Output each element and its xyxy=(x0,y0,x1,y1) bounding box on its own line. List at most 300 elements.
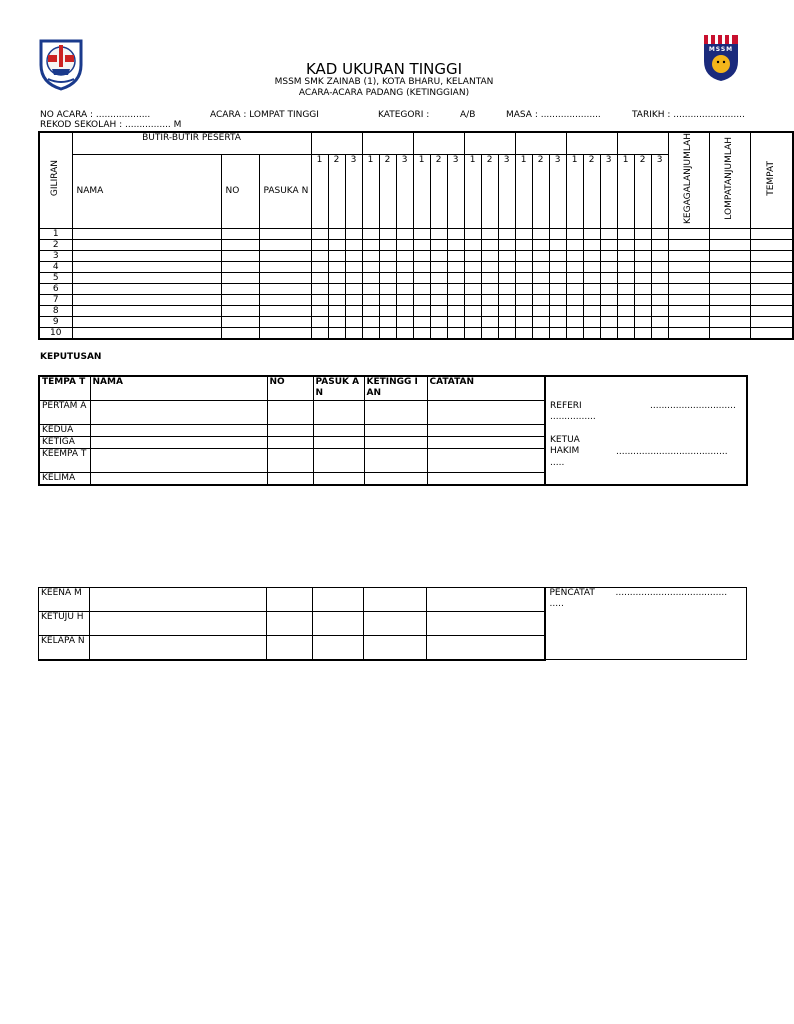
entry-cell[interactable] xyxy=(430,283,447,294)
entry-cell[interactable] xyxy=(583,305,600,316)
entry-cell[interactable] xyxy=(549,272,566,283)
result-entry-cell[interactable] xyxy=(313,448,364,472)
entry-cell[interactable] xyxy=(750,327,793,339)
entry-cell[interactable] xyxy=(379,327,396,339)
entry-cell[interactable] xyxy=(464,261,481,272)
entry-cell[interactable] xyxy=(634,250,651,261)
result-entry-cell[interactable] xyxy=(90,400,267,424)
entry-cell[interactable] xyxy=(447,294,464,305)
entry-cell[interactable] xyxy=(72,294,221,305)
entry-cell[interactable] xyxy=(362,305,379,316)
entry-cell[interactable] xyxy=(750,305,793,316)
entry-cell[interactable] xyxy=(583,261,600,272)
entry-cell[interactable] xyxy=(413,327,430,339)
entry-cell[interactable] xyxy=(634,261,651,272)
entry-cell[interactable] xyxy=(617,272,634,283)
entry-cell[interactable] xyxy=(413,283,430,294)
entry-cell[interactable] xyxy=(481,316,498,327)
entry-cell[interactable] xyxy=(549,250,566,261)
entry-cell[interactable] xyxy=(600,283,617,294)
entry-cell[interactable] xyxy=(72,261,221,272)
result-entry-cell[interactable] xyxy=(267,472,313,485)
entry-cell[interactable] xyxy=(515,316,532,327)
entry-cell[interactable] xyxy=(634,283,651,294)
entry-cell[interactable] xyxy=(345,327,362,339)
entry-cell[interactable] xyxy=(464,272,481,283)
entry-cell[interactable] xyxy=(600,261,617,272)
entry-cell[interactable] xyxy=(709,305,750,316)
result-entry-cell[interactable] xyxy=(313,636,364,660)
result-entry-cell[interactable] xyxy=(267,400,313,424)
result-entry-cell[interactable] xyxy=(427,448,545,472)
entry-cell[interactable] xyxy=(259,261,311,272)
entry-cell[interactable] xyxy=(311,250,328,261)
entry-cell[interactable] xyxy=(221,239,259,250)
result-entry-cell[interactable] xyxy=(364,424,427,436)
entry-cell[interactable] xyxy=(379,316,396,327)
entry-cell[interactable] xyxy=(617,239,634,250)
result-entry-cell[interactable] xyxy=(427,472,545,485)
entry-cell[interactable] xyxy=(651,261,668,272)
entry-cell[interactable] xyxy=(311,239,328,250)
entry-cell[interactable] xyxy=(600,305,617,316)
result-entry-cell[interactable] xyxy=(364,472,427,485)
entry-cell[interactable] xyxy=(221,272,259,283)
entry-cell[interactable] xyxy=(328,305,345,316)
entry-cell[interactable] xyxy=(532,283,549,294)
entry-cell[interactable] xyxy=(328,316,345,327)
entry-cell[interactable] xyxy=(498,250,515,261)
result-entry-cell[interactable] xyxy=(427,400,545,424)
entry-cell[interactable] xyxy=(447,239,464,250)
entry-cell[interactable] xyxy=(566,261,583,272)
entry-cell[interactable] xyxy=(566,316,583,327)
result-entry-cell[interactable] xyxy=(427,636,545,660)
entry-cell[interactable] xyxy=(328,272,345,283)
entry-cell[interactable] xyxy=(600,272,617,283)
entry-cell[interactable] xyxy=(498,327,515,339)
entry-cell[interactable] xyxy=(651,228,668,239)
entry-cell[interactable] xyxy=(221,305,259,316)
entry-cell[interactable] xyxy=(379,305,396,316)
entry-cell[interactable] xyxy=(396,261,413,272)
entry-cell[interactable] xyxy=(345,239,362,250)
entry-cell[interactable] xyxy=(668,327,709,339)
entry-cell[interactable] xyxy=(709,239,750,250)
entry-cell[interactable] xyxy=(72,239,221,250)
entry-cell[interactable] xyxy=(396,294,413,305)
entry-cell[interactable] xyxy=(583,316,600,327)
entry-cell[interactable] xyxy=(651,283,668,294)
entry-cell[interactable] xyxy=(750,272,793,283)
entry-cell[interactable] xyxy=(430,316,447,327)
entry-cell[interactable] xyxy=(583,272,600,283)
entry-cell[interactable] xyxy=(72,228,221,239)
entry-cell[interactable] xyxy=(651,250,668,261)
entry-cell[interactable] xyxy=(566,228,583,239)
entry-cell[interactable] xyxy=(345,294,362,305)
entry-cell[interactable] xyxy=(668,250,709,261)
entry-cell[interactable] xyxy=(481,294,498,305)
entry-cell[interactable] xyxy=(379,239,396,250)
entry-cell[interactable] xyxy=(464,250,481,261)
entry-cell[interactable] xyxy=(379,228,396,239)
entry-cell[interactable] xyxy=(651,239,668,250)
entry-cell[interactable] xyxy=(362,294,379,305)
entry-cell[interactable] xyxy=(651,305,668,316)
entry-cell[interactable] xyxy=(498,294,515,305)
entry-cell[interactable] xyxy=(566,283,583,294)
entry-cell[interactable] xyxy=(600,327,617,339)
entry-cell[interactable] xyxy=(396,272,413,283)
entry-cell[interactable] xyxy=(583,327,600,339)
entry-cell[interactable] xyxy=(668,272,709,283)
entry-cell[interactable] xyxy=(600,239,617,250)
entry-cell[interactable] xyxy=(498,305,515,316)
result-entry-cell[interactable] xyxy=(90,612,267,636)
entry-cell[interactable] xyxy=(617,228,634,239)
entry-cell[interactable] xyxy=(634,305,651,316)
entry-cell[interactable] xyxy=(447,305,464,316)
entry-cell[interactable] xyxy=(515,327,532,339)
entry-cell[interactable] xyxy=(634,316,651,327)
result-entry-cell[interactable] xyxy=(313,472,364,485)
entry-cell[interactable] xyxy=(447,261,464,272)
entry-cell[interactable] xyxy=(617,305,634,316)
entry-cell[interactable] xyxy=(668,305,709,316)
entry-cell[interactable] xyxy=(413,261,430,272)
entry-cell[interactable] xyxy=(379,250,396,261)
entry-cell[interactable] xyxy=(549,239,566,250)
entry-cell[interactable] xyxy=(651,272,668,283)
result-entry-cell[interactable] xyxy=(427,424,545,436)
result-entry-cell[interactable] xyxy=(364,588,427,612)
entry-cell[interactable] xyxy=(345,228,362,239)
entry-cell[interactable] xyxy=(515,239,532,250)
kategori-field[interactable]: KATEGORI : xyxy=(378,110,430,120)
entry-cell[interactable] xyxy=(259,250,311,261)
result-entry-cell[interactable] xyxy=(267,448,313,472)
pencatat-line[interactable]: ....................................... xyxy=(615,588,728,598)
entry-cell[interactable] xyxy=(259,272,311,283)
entry-cell[interactable] xyxy=(750,228,793,239)
entry-cell[interactable] xyxy=(750,239,793,250)
entry-cell[interactable] xyxy=(430,305,447,316)
entry-cell[interactable] xyxy=(362,327,379,339)
entry-cell[interactable] xyxy=(379,272,396,283)
entry-cell[interactable] xyxy=(464,228,481,239)
entry-cell[interactable] xyxy=(583,250,600,261)
entry-cell[interactable] xyxy=(221,294,259,305)
entry-cell[interactable] xyxy=(583,228,600,239)
entry-cell[interactable] xyxy=(515,294,532,305)
entry-cell[interactable] xyxy=(413,272,430,283)
result-entry-cell[interactable] xyxy=(90,436,267,448)
result-entry-cell[interactable] xyxy=(364,400,427,424)
entry-cell[interactable] xyxy=(750,316,793,327)
result-entry-cell[interactable] xyxy=(267,436,313,448)
result-entry-cell[interactable] xyxy=(90,448,267,472)
entry-cell[interactable] xyxy=(583,239,600,250)
entry-cell[interactable] xyxy=(515,250,532,261)
entry-cell[interactable] xyxy=(668,239,709,250)
entry-cell[interactable] xyxy=(532,327,549,339)
entry-cell[interactable] xyxy=(311,272,328,283)
entry-cell[interactable] xyxy=(430,294,447,305)
entry-cell[interactable] xyxy=(583,283,600,294)
entry-cell[interactable] xyxy=(413,239,430,250)
entry-cell[interactable] xyxy=(617,250,634,261)
entry-cell[interactable] xyxy=(709,272,750,283)
entry-cell[interactable] xyxy=(430,228,447,239)
entry-cell[interactable] xyxy=(345,261,362,272)
pencatat-line-2[interactable]: ..... xyxy=(549,599,564,609)
result-entry-cell[interactable] xyxy=(267,612,313,636)
entry-cell[interactable] xyxy=(259,327,311,339)
entry-cell[interactable] xyxy=(430,272,447,283)
entry-cell[interactable] xyxy=(481,283,498,294)
entry-cell[interactable] xyxy=(413,294,430,305)
entry-cell[interactable] xyxy=(447,272,464,283)
entry-cell[interactable] xyxy=(668,228,709,239)
entry-cell[interactable] xyxy=(413,305,430,316)
entry-cell[interactable] xyxy=(413,316,430,327)
no-acara-field[interactable]: NO ACARA : ................... xyxy=(40,110,151,120)
entry-cell[interactable] xyxy=(464,283,481,294)
ketua-hakim-line[interactable]: ....................................... xyxy=(616,447,728,457)
entry-cell[interactable] xyxy=(396,316,413,327)
result-entry-cell[interactable] xyxy=(364,612,427,636)
entry-cell[interactable] xyxy=(259,228,311,239)
result-entry-cell[interactable] xyxy=(90,472,267,485)
entry-cell[interactable] xyxy=(72,272,221,283)
entry-cell[interactable] xyxy=(600,250,617,261)
entry-cell[interactable] xyxy=(750,261,793,272)
entry-cell[interactable] xyxy=(481,228,498,239)
entry-cell[interactable] xyxy=(328,261,345,272)
entry-cell[interactable] xyxy=(709,228,750,239)
entry-cell[interactable] xyxy=(311,305,328,316)
entry-cell[interactable] xyxy=(464,294,481,305)
entry-cell[interactable] xyxy=(221,327,259,339)
entry-cell[interactable] xyxy=(328,294,345,305)
entry-cell[interactable] xyxy=(311,228,328,239)
entry-cell[interactable] xyxy=(600,316,617,327)
entry-cell[interactable] xyxy=(709,294,750,305)
entry-cell[interactable] xyxy=(259,239,311,250)
entry-cell[interactable] xyxy=(668,261,709,272)
entry-cell[interactable] xyxy=(566,272,583,283)
entry-cell[interactable] xyxy=(600,294,617,305)
masa-field[interactable]: MASA : ..................... xyxy=(506,110,601,120)
entry-cell[interactable] xyxy=(221,316,259,327)
entry-cell[interactable] xyxy=(549,327,566,339)
rekod-sekolah-field[interactable]: REKOD SEKOLAH : ................ M xyxy=(40,120,182,130)
entry-cell[interactable] xyxy=(532,294,549,305)
entry-cell[interactable] xyxy=(532,228,549,239)
entry-cell[interactable] xyxy=(362,261,379,272)
entry-cell[interactable] xyxy=(750,250,793,261)
result-entry-cell[interactable] xyxy=(90,636,267,660)
entry-cell[interactable] xyxy=(328,327,345,339)
entry-cell[interactable] xyxy=(566,250,583,261)
entry-cell[interactable] xyxy=(221,228,259,239)
entry-cell[interactable] xyxy=(515,261,532,272)
entry-cell[interactable] xyxy=(549,294,566,305)
entry-cell[interactable] xyxy=(532,239,549,250)
entry-cell[interactable] xyxy=(617,294,634,305)
entry-cell[interactable] xyxy=(396,283,413,294)
entry-cell[interactable] xyxy=(447,228,464,239)
entry-cell[interactable] xyxy=(447,283,464,294)
entry-cell[interactable] xyxy=(72,327,221,339)
result-entry-cell[interactable] xyxy=(313,588,364,612)
entry-cell[interactable] xyxy=(413,228,430,239)
entry-cell[interactable] xyxy=(532,272,549,283)
entry-cell[interactable] xyxy=(566,239,583,250)
entry-cell[interactable] xyxy=(549,283,566,294)
entry-cell[interactable] xyxy=(600,228,617,239)
entry-cell[interactable] xyxy=(532,250,549,261)
entry-cell[interactable] xyxy=(481,261,498,272)
entry-cell[interactable] xyxy=(328,250,345,261)
entry-cell[interactable] xyxy=(634,294,651,305)
entry-cell[interactable] xyxy=(447,316,464,327)
entry-cell[interactable] xyxy=(668,316,709,327)
result-entry-cell[interactable] xyxy=(90,588,267,612)
entry-cell[interactable] xyxy=(362,250,379,261)
entry-cell[interactable] xyxy=(362,316,379,327)
entry-cell[interactable] xyxy=(464,239,481,250)
entry-cell[interactable] xyxy=(447,327,464,339)
entry-cell[interactable] xyxy=(72,250,221,261)
result-entry-cell[interactable] xyxy=(427,588,545,612)
entry-cell[interactable] xyxy=(668,294,709,305)
entry-cell[interactable] xyxy=(481,239,498,250)
entry-cell[interactable] xyxy=(651,316,668,327)
entry-cell[interactable] xyxy=(259,283,311,294)
entry-cell[interactable] xyxy=(532,305,549,316)
entry-cell[interactable] xyxy=(345,250,362,261)
entry-cell[interactable] xyxy=(617,283,634,294)
ketua-hakim-line-2[interactable]: ..... xyxy=(550,458,565,468)
result-entry-cell[interactable] xyxy=(313,424,364,436)
entry-cell[interactable] xyxy=(345,283,362,294)
entry-cell[interactable] xyxy=(549,316,566,327)
entry-cell[interactable] xyxy=(498,228,515,239)
result-entry-cell[interactable] xyxy=(267,588,313,612)
result-entry-cell[interactable] xyxy=(364,448,427,472)
result-entry-cell[interactable] xyxy=(267,636,313,660)
entry-cell[interactable] xyxy=(221,283,259,294)
entry-cell[interactable] xyxy=(311,261,328,272)
entry-cell[interactable] xyxy=(515,283,532,294)
entry-cell[interactable] xyxy=(345,316,362,327)
referi-line[interactable]: .............................. xyxy=(650,401,736,411)
entry-cell[interactable] xyxy=(481,305,498,316)
entry-cell[interactable] xyxy=(430,327,447,339)
entry-cell[interactable] xyxy=(583,294,600,305)
entry-cell[interactable] xyxy=(566,294,583,305)
entry-cell[interactable] xyxy=(481,272,498,283)
entry-cell[interactable] xyxy=(709,250,750,261)
result-entry-cell[interactable] xyxy=(313,612,364,636)
entry-cell[interactable] xyxy=(750,294,793,305)
entry-cell[interactable] xyxy=(311,327,328,339)
entry-cell[interactable] xyxy=(362,239,379,250)
entry-cell[interactable] xyxy=(668,283,709,294)
entry-cell[interactable] xyxy=(709,327,750,339)
entry-cell[interactable] xyxy=(396,327,413,339)
entry-cell[interactable] xyxy=(709,261,750,272)
entry-cell[interactable] xyxy=(549,305,566,316)
entry-cell[interactable] xyxy=(634,228,651,239)
entry-cell[interactable] xyxy=(259,294,311,305)
entry-cell[interactable] xyxy=(617,316,634,327)
entry-cell[interactable] xyxy=(430,250,447,261)
entry-cell[interactable] xyxy=(328,283,345,294)
entry-cell[interactable] xyxy=(750,283,793,294)
entry-cell[interactable] xyxy=(72,283,221,294)
result-entry-cell[interactable] xyxy=(90,424,267,436)
entry-cell[interactable] xyxy=(396,228,413,239)
entry-cell[interactable] xyxy=(447,250,464,261)
entry-cell[interactable] xyxy=(498,239,515,250)
entry-cell[interactable] xyxy=(515,305,532,316)
entry-cell[interactable] xyxy=(72,305,221,316)
tarikh-field[interactable]: TARIKH : ......................... xyxy=(632,110,745,120)
entry-cell[interactable] xyxy=(345,272,362,283)
entry-cell[interactable] xyxy=(549,261,566,272)
entry-cell[interactable] xyxy=(362,283,379,294)
entry-cell[interactable] xyxy=(311,294,328,305)
entry-cell[interactable] xyxy=(651,294,668,305)
entry-cell[interactable] xyxy=(221,250,259,261)
entry-cell[interactable] xyxy=(515,228,532,239)
entry-cell[interactable] xyxy=(259,305,311,316)
entry-cell[interactable] xyxy=(328,239,345,250)
entry-cell[interactable] xyxy=(498,316,515,327)
result-entry-cell[interactable] xyxy=(313,400,364,424)
entry-cell[interactable] xyxy=(430,239,447,250)
entry-cell[interactable] xyxy=(709,283,750,294)
entry-cell[interactable] xyxy=(532,316,549,327)
entry-cell[interactable] xyxy=(396,239,413,250)
entry-cell[interactable] xyxy=(617,327,634,339)
entry-cell[interactable] xyxy=(634,272,651,283)
entry-cell[interactable] xyxy=(498,261,515,272)
entry-cell[interactable] xyxy=(379,294,396,305)
entry-cell[interactable] xyxy=(651,327,668,339)
result-entry-cell[interactable] xyxy=(313,436,364,448)
entry-cell[interactable] xyxy=(481,250,498,261)
entry-cell[interactable] xyxy=(634,239,651,250)
entry-cell[interactable] xyxy=(498,272,515,283)
entry-cell[interactable] xyxy=(379,283,396,294)
referi-line-2[interactable]: ................ xyxy=(550,412,596,422)
entry-cell[interactable] xyxy=(566,327,583,339)
entry-cell[interactable] xyxy=(311,283,328,294)
entry-cell[interactable] xyxy=(396,250,413,261)
entry-cell[interactable] xyxy=(259,316,311,327)
entry-cell[interactable] xyxy=(379,261,396,272)
result-entry-cell[interactable] xyxy=(427,612,545,636)
entry-cell[interactable] xyxy=(515,272,532,283)
entry-cell[interactable] xyxy=(430,261,447,272)
entry-cell[interactable] xyxy=(532,261,549,272)
entry-cell[interactable] xyxy=(328,228,345,239)
entry-cell[interactable] xyxy=(709,316,750,327)
